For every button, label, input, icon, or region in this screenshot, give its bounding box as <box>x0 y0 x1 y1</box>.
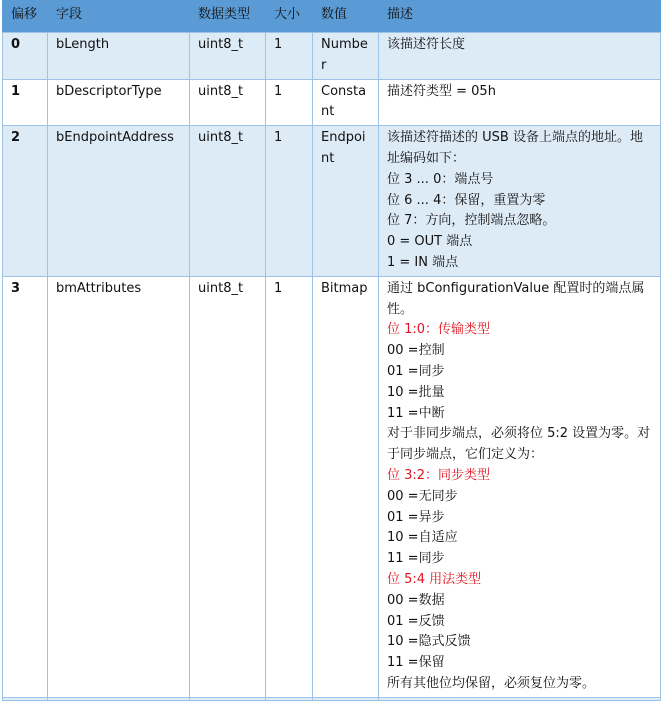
description-line: 11 =同步 <box>387 551 445 567</box>
table-row <box>3 126 661 277</box>
cell-empty <box>379 697 661 700</box>
description-line: 10 =隐式反馈 <box>387 634 471 650</box>
description-line: 11 =中断 <box>387 405 445 421</box>
cell-value: Endpoint <box>313 126 379 277</box>
cell-field: bEndpointAddress <box>48 126 190 277</box>
description-line: 对于非同步端点，必须将位 5:2 设置为零。对于同步端点，它们定义为： <box>387 426 651 463</box>
description-line: 00 =数据 <box>387 592 445 608</box>
description-line: 通过 bConfigurationValue 配置时的端点属性。 <box>387 280 645 317</box>
table-body <box>3 33 661 701</box>
header-value: 数值 <box>313 1 379 33</box>
description-heading-transfer-type: 位 1:0：传输类型 <box>387 322 491 338</box>
header-description: 描述 <box>379 1 661 33</box>
cell-offset: 1 <box>3 79 48 126</box>
cell-value: Number <box>313 33 379 80</box>
cell-size: 1 <box>266 79 313 126</box>
cell-empty <box>313 697 379 700</box>
description-line: 10 =自适应 <box>387 530 458 546</box>
cell-empty <box>190 697 266 700</box>
cell-size: 1 <box>266 126 313 277</box>
description-line: 描述符类型 = 05h <box>387 83 496 99</box>
cell-type: uint8_t <box>190 126 266 277</box>
table-row <box>3 33 661 80</box>
description-line: 位 6 ... 4：保留，重置为零 <box>387 192 546 208</box>
header-size: 大小 <box>266 1 313 33</box>
header-field: 字段 <box>48 1 190 33</box>
description-line: 该描述符描述的 USB 设备上端点的地址。地址编码如下： <box>387 130 643 166</box>
cell-offset: 2 <box>3 126 48 277</box>
cell-offset: 0 <box>3 33 48 80</box>
cell-field: bmAttributes <box>48 276 190 697</box>
description-heading-usage-type: 位 5:4 用法类型 <box>387 571 482 587</box>
description-line: 10 =批量 <box>387 384 445 400</box>
description-line: 00 =控制 <box>387 343 445 359</box>
table-row <box>3 276 661 697</box>
description-line: 位 3 ... 0：端点号 <box>387 171 494 187</box>
description-line: 该描述符长度 <box>387 37 466 52</box>
table-header <box>3 1 661 33</box>
description-line: 11 =保留 <box>387 655 445 671</box>
cell-type: uint8_t <box>190 79 266 126</box>
cell-description <box>379 79 661 126</box>
usb-endpoint-descriptor-table <box>2 0 661 701</box>
cell-description <box>379 126 661 277</box>
cell-empty <box>48 697 190 700</box>
cell-field: bLength <box>48 33 190 80</box>
description-line: 01 =反馈 <box>387 613 445 629</box>
description-line: 00 =无同步 <box>387 488 458 504</box>
header-offset: 偏移 <box>3 1 48 33</box>
cell-type: uint8_t <box>190 33 266 80</box>
description-line: 01 =异步 <box>387 509 445 525</box>
cell-value: Bitmap <box>313 276 379 697</box>
cell-empty <box>266 697 313 700</box>
cell-size: 1 <box>266 276 313 697</box>
cell-size: 1 <box>266 33 313 80</box>
description-line: 位 7：方向，控制端点忽略。 <box>387 213 556 229</box>
cell-type: uint8_t <box>190 276 266 697</box>
table-row <box>3 79 661 126</box>
description-line: 0 = OUT 端点 <box>387 234 473 250</box>
header-row <box>3 1 661 33</box>
description-line: 所有其他位均保留，必须复位为零。 <box>387 675 596 691</box>
cell-description <box>379 276 661 697</box>
cell-description <box>379 33 661 80</box>
table-row-partial <box>3 697 661 700</box>
cell-value: Constant <box>313 79 379 126</box>
cell-field: bDescriptorType <box>48 79 190 126</box>
cell-empty <box>3 697 48 700</box>
description-line: 1 = IN 端点 <box>387 254 459 270</box>
cell-offset: 3 <box>3 276 48 697</box>
header-data-type: 数据类型 <box>190 1 266 33</box>
description-line: 01 =同步 <box>387 363 445 379</box>
description-heading-sync-type: 位 3:2：同步类型 <box>387 467 491 483</box>
